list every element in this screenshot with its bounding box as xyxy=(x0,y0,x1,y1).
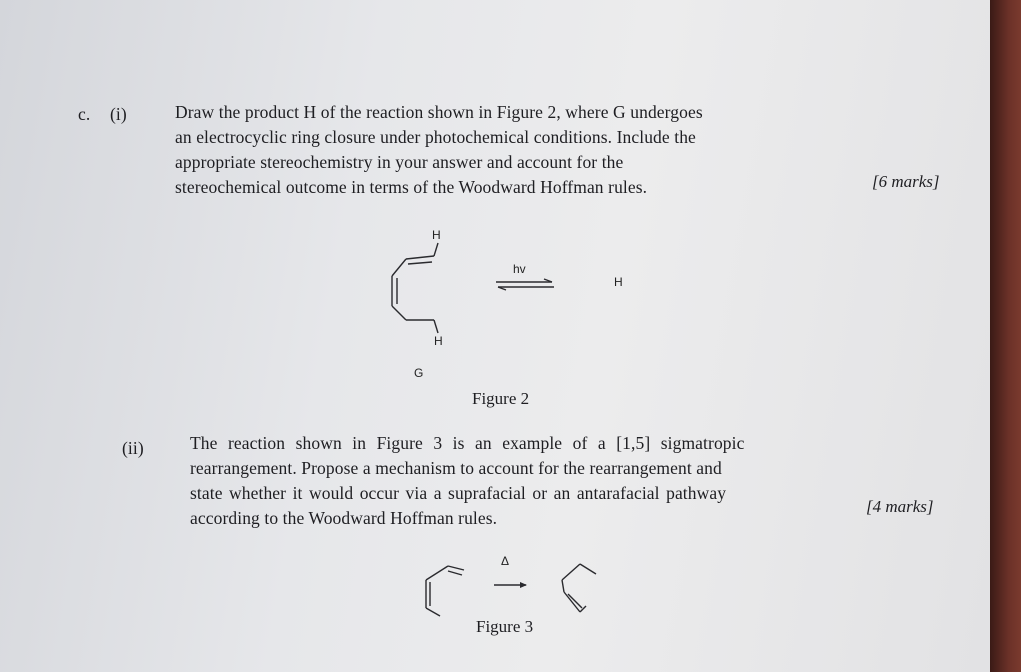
question-i-line-1: Draw the product H of the reaction shown in Figure 2, where G undergoes xyxy=(175,102,703,122)
figure-2-caption: Figure 2 xyxy=(472,389,530,408)
figure-3-reactant-structure xyxy=(418,562,468,618)
figure-3-caption: Figure 3 xyxy=(476,617,534,636)
heat-reagent: Δ xyxy=(501,554,510,568)
question-i-line-4: stereochemical outcome in terms of the Woodward Hoffman rules. xyxy=(175,177,648,197)
bottom-h-label: H xyxy=(434,334,443,348)
marks-i: [6 marks] xyxy=(872,172,940,191)
question-ii-line-2: rearrangement. Propose a mechanism to account for the rearrangement and xyxy=(190,458,722,478)
figure-3-product-structure xyxy=(552,560,604,616)
figure-3-arrow xyxy=(492,580,530,590)
question-i-line-2: an electrocyclic ring closure under photochemical conditions. Include the xyxy=(175,127,696,147)
reactant-g-structure xyxy=(380,240,460,340)
desk-edge xyxy=(990,0,1021,672)
equilibrium-arrow xyxy=(494,278,556,292)
part-label: c. xyxy=(78,104,91,124)
top-h-label: H xyxy=(432,228,441,242)
question-ii-line-4: according to the Woodward Hoffman rules. xyxy=(190,508,498,528)
marks-ii: [4 marks] xyxy=(866,497,934,516)
product-h-label: H xyxy=(614,275,623,289)
question-i-line-3: appropriate stereochemistry in your answer and account for the xyxy=(175,152,624,172)
question-ii-line-1: The reaction shown in Figure 3 is an example of a [1,5] sigmatropic xyxy=(190,433,745,453)
question-ii-line-3: state whether it would occur via a suprafacial or an antarafacial pathway xyxy=(190,483,727,503)
subpart-ii-label: (ii) xyxy=(122,438,144,458)
reactant-g-label: G xyxy=(414,366,424,380)
hv-reagent: hv xyxy=(513,262,526,276)
subpart-i-label: (i) xyxy=(110,104,127,124)
